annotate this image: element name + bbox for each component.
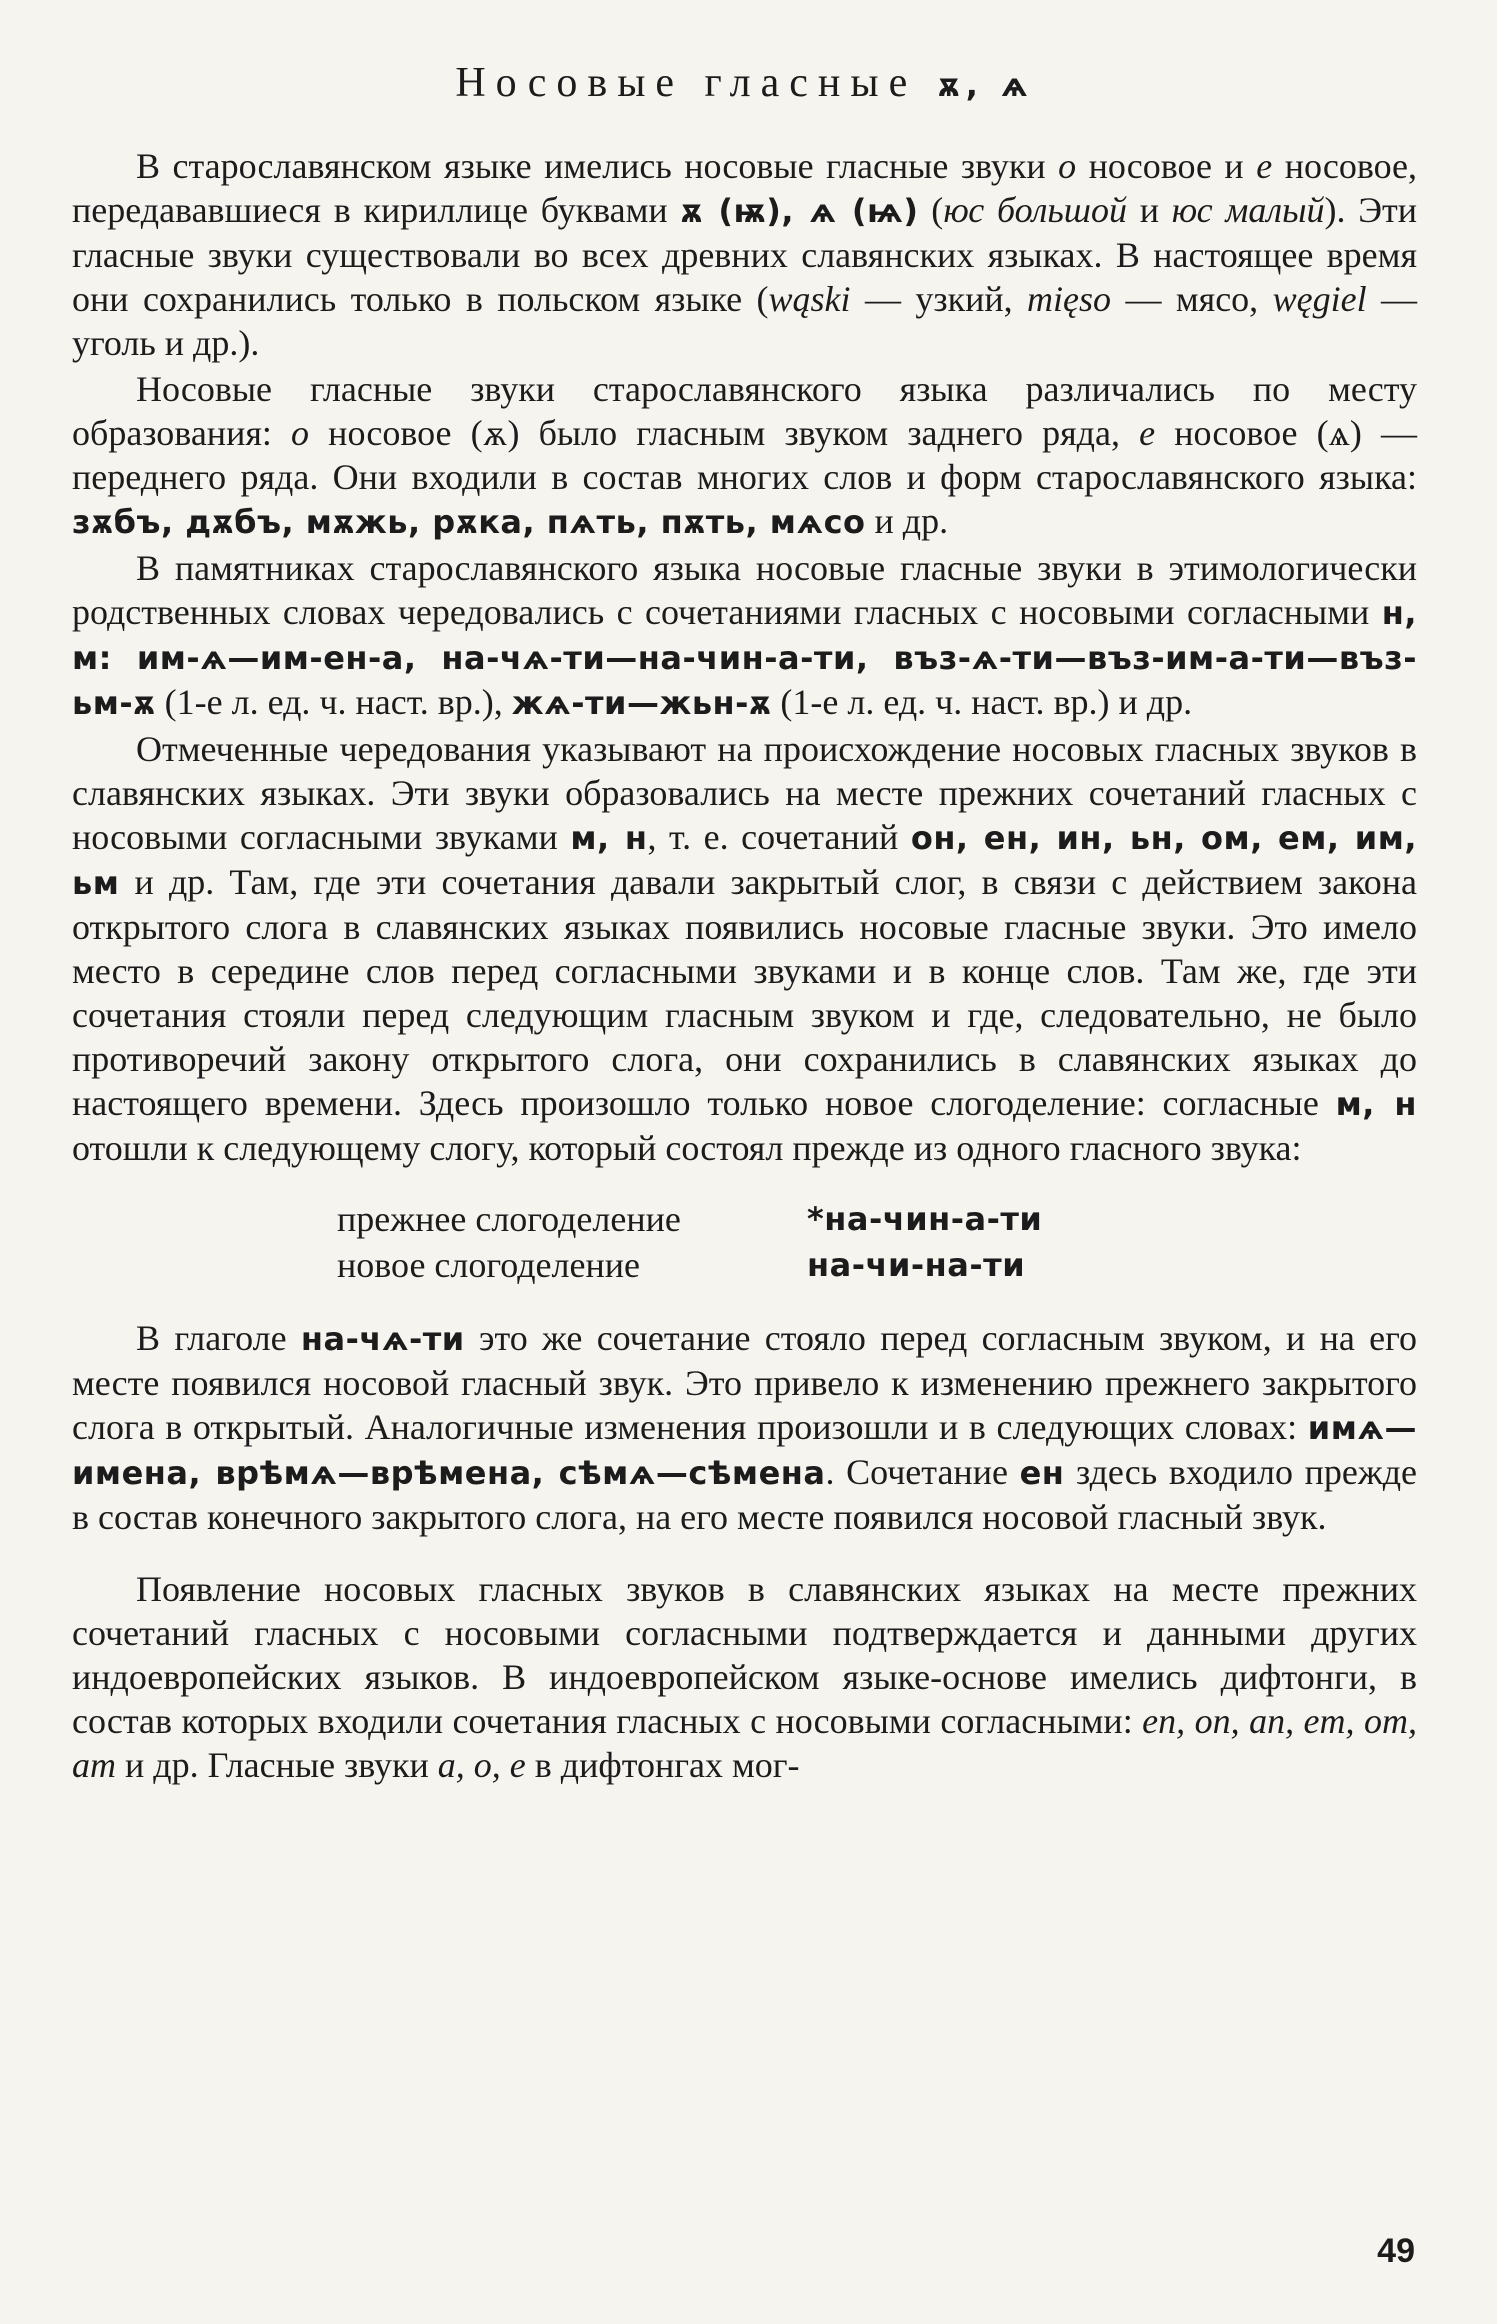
text: в дифтонгах мог- (525, 1745, 800, 1785)
text: (1-е л. ед. ч. наст. вр.), (155, 682, 512, 722)
text: юс большой (943, 190, 1127, 230)
text: носовое (ѧ) — переднего ряда. Они входили в состав многих слов и форм старославянского языка: (72, 413, 1418, 497)
text: Носовые гласные звуки старославянского языка различались по месту образования: (72, 369, 1417, 453)
text: о (1058, 146, 1077, 186)
text: е (1139, 413, 1156, 453)
paragraph-2 (72, 367, 1417, 544)
text: о (291, 413, 310, 453)
title-letters: ѫ, ѧ (937, 66, 1034, 104)
syllable-row-old (337, 1196, 1417, 1242)
text: en, on, an, em, om, am (72, 1701, 1417, 1785)
old-slavonic-text: н, м: им-ѧ—им-ен-а, на-чѧ-ти—на-чин-а-ти, въз-ѧ-ти—въз-им-а-ти—въз-ьм-ѫ (72, 594, 1417, 722)
page (72, 58, 1417, 1787)
text: — узкий, (850, 279, 1028, 319)
paragraph-1 (72, 144, 1417, 365)
text: и др. Гласные звуки (116, 1745, 438, 1785)
old-slavonic-text: м, н (570, 819, 648, 857)
text: ). Эти гласные звуки существовали во всех древних славянских языках. В настоящее время они сохранились только в польском языке ( (72, 190, 1418, 319)
text: В глаголе (136, 1318, 301, 1358)
text: а, о, е (437, 1745, 526, 1785)
text: юс малый (1171, 190, 1325, 230)
old-slavonic-text: жѧ-ти—жьн-ѫ (511, 684, 772, 722)
text: носовое и (1076, 146, 1257, 186)
text: ( (918, 190, 944, 230)
text: отошли к следующему слогу, который состоял прежде из одного гласного звука: (72, 1128, 1302, 1168)
text: и др. (865, 501, 949, 541)
title-text: Носовые гласные (455, 60, 918, 106)
text: носовое, передававшиеся в кириллице буквами (72, 146, 1418, 230)
old-slavonic-text: ѫ (ѭ), ѧ (ѩ) (680, 192, 919, 230)
text: В старославянском языке имелись носовые гласные звуки (136, 146, 1059, 186)
page-title (72, 58, 1417, 110)
text: — мясо, (1111, 279, 1273, 319)
paragraph-4 (72, 727, 1417, 1170)
old-slavonic-text: м, н (1335, 1085, 1418, 1123)
paragraph-6 (72, 1567, 1417, 1787)
syllable-row-new (337, 1242, 1417, 1288)
polish-word: węgiel (1272, 279, 1367, 319)
text: В памятниках старославянского языка носовые гласные звуки в этимологически родственных словах чередовались с сочетаниями гласных с носовыми согласными (72, 548, 1417, 632)
polish-word: mięso (1027, 279, 1112, 319)
text: е (1256, 146, 1273, 186)
text: (1-е л. ед. ч. наст. вр.) и др. (771, 682, 1193, 722)
old-slavonic-text: зѫбъ, дѫбъ, мѫжь, рѫка, пѧть, пѫть, мѧсо (72, 503, 866, 541)
text: здесь входило прежде в состав конечного закрытого слога, на его месте появился носовой гласный звук. (72, 1452, 1417, 1537)
text: , т. е. сочетаний (647, 817, 911, 857)
syllable-label: прежнее слогоделение (337, 1199, 681, 1239)
text: . Сочетание (825, 1452, 1020, 1492)
text: — уголь и др.). (72, 279, 1418, 363)
text: носовое (ѫ) было гласным звуком заднего ряда, (309, 413, 1140, 453)
syllable-division-example (337, 1196, 1417, 1288)
syllable-value: на-чи-на-ти (807, 1246, 1026, 1284)
polish-word: wąski (768, 279, 851, 319)
page-number: 49 (1377, 2232, 1415, 2270)
syllable-value: *на-чин-а-ти (807, 1200, 1043, 1238)
paragraph-5 (72, 1316, 1417, 1539)
syllable-label: новое слогоделение (337, 1245, 640, 1285)
text: Отмеченные чередования указывают на происхождение носовых гласных звуков в славянских языках. Эти звуки образовались на месте прежних сочетаний гласных с носовыми согласными звуками (72, 729, 1417, 857)
old-slavonic-text: он, ен, ин, ьн, ом, ем, им, ьм (72, 819, 1417, 902)
old-slavonic-text: на-чѧ-ти (300, 1320, 465, 1358)
old-slavonic-text: имѧ—имена, врѣмѧ—врѣмена, сѣмѧ—сѣмена (72, 1409, 1417, 1492)
old-slavonic-text: ен (1019, 1454, 1065, 1492)
text: это же сочетание стояло перед согласным звуком, и на его месте появился носовой гласный звук. Это привело к изменению прежнего закрытого слога в открытый. Аналогичные изменения произошли и в следующих словах: (72, 1318, 1417, 1447)
text: и (1126, 190, 1172, 230)
paragraph-3 (72, 546, 1417, 725)
text: Появление носовых гласных звуков в славянских языках на месте прежних сочетаний гласных с носовыми согласными подтверждается и данными других индоевропейских языков. В индоевропейском языке-основе имелись дифтонги, в состав которых входили сочетания гласных с носовыми согласными: (72, 1569, 1417, 1741)
text: и др. Там, где эти сочетания давали закрытый слог, в связи с действием закона открытого слога в славянских языках появились носовые гласные звуки. Это имело место в середине слов перед согласными звуками и в конце слов. Там же, где эти сочетания стояли перед следующим гласным звуком и где, следовательно, не было противоречий закону открытого слога, они сохранились в славянских языках до настоящего времени. Здесь произошло только новое слогоделение: согласные (72, 862, 1417, 1123)
